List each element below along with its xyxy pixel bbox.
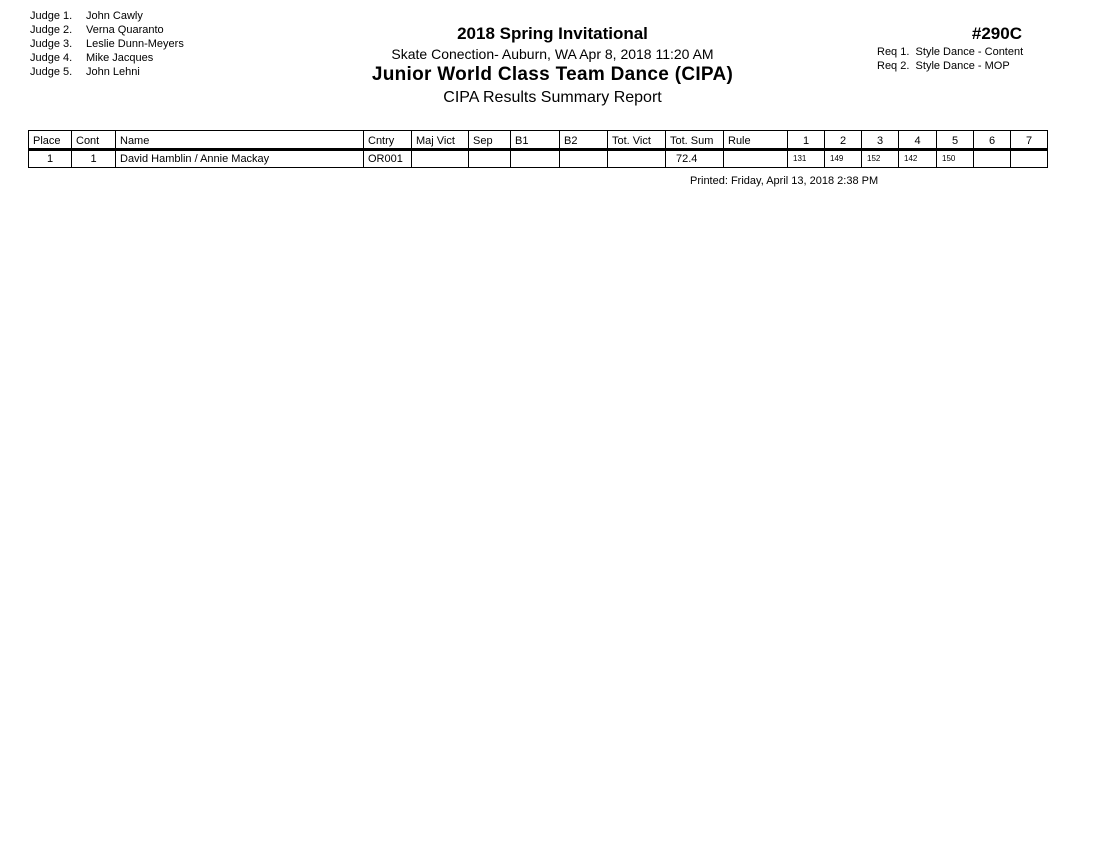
cell-name: David Hamblin / Annie Mackay (116, 150, 364, 168)
requirement-label: Req 1. (877, 46, 910, 58)
cell-b2 (560, 150, 608, 168)
cell-sep (469, 150, 511, 168)
cell-place: 1 (29, 150, 72, 168)
event-number: #290C (971, 24, 1022, 43)
col-header-name: Name (116, 131, 364, 150)
judge-name: Verna Quaranto (86, 24, 164, 36)
judge-name: Leslie Dunn-Meyers (86, 38, 184, 50)
col-header-maj-vict: Maj Vict (412, 131, 469, 150)
requirement-entry (877, 45, 1023, 59)
event-class-title: Junior World Class Team Dance (CIPA) (371, 64, 734, 85)
cell-judge-4-score: 142 (899, 150, 937, 168)
cell-judge-3-score: 152 (862, 150, 899, 168)
requirement-label: Req 2. (877, 60, 910, 72)
col-header-cntry: Cntry (364, 131, 412, 150)
col-header-b2: B2 (560, 131, 608, 150)
requirement-text: Style Dance - MOP (915, 60, 1010, 72)
venue-datetime: Skate Conection- Auburn, WA Apr 8, 2018 11:20 AM (391, 46, 714, 62)
cell-judge-5-score: 150 (937, 150, 974, 168)
cell-cont: 1 (72, 150, 116, 168)
judge-entry (30, 37, 184, 51)
col-header-sep: Sep (469, 131, 511, 150)
col-header-tot-sum: Tot. Sum (666, 131, 724, 150)
col-header-place: Place (29, 131, 72, 150)
judge-label: Judge 3. (30, 38, 73, 50)
cell-b1 (511, 150, 560, 168)
judge-entry (30, 65, 184, 79)
col-header-tot-vict: Tot. Vict (608, 131, 666, 150)
event-info (877, 23, 1023, 73)
cell-judge-6-score (974, 150, 1011, 168)
col-header-rule: Rule (724, 131, 788, 150)
report-name: CIPA Results Summary Report (443, 89, 662, 106)
judge-name: John Cawly (86, 10, 143, 22)
results-table (28, 130, 1048, 168)
col-header-judge-2: 2 (825, 131, 862, 150)
table-header-row (29, 131, 1048, 150)
judge-label: Judge 4. (30, 52, 73, 64)
cell-rule (724, 150, 788, 168)
cell-judge-2-score: 149 (825, 150, 862, 168)
cell-judge-7-score (1011, 150, 1048, 168)
col-header-judge-1: 1 (788, 131, 825, 150)
printed-timestamp: Printed: Friday, April 13, 2018 2:38 PM (690, 175, 879, 187)
table-row (29, 150, 1048, 168)
cell-maj-vict (412, 150, 469, 168)
competition-title: 2018 Spring Invitational (457, 24, 648, 43)
cell-tot-vict (608, 150, 666, 168)
col-header-judge-6: 6 (974, 131, 1011, 150)
judges-list (30, 9, 184, 79)
col-header-judge-5: 5 (937, 131, 974, 150)
judge-entry (30, 23, 184, 37)
requirement-entry (877, 59, 1023, 73)
col-header-judge-4: 4 (899, 131, 937, 150)
judge-entry (30, 9, 184, 23)
cell-judge-1-score: 131 (788, 150, 825, 168)
cell-tot-sum: 72.4 (666, 150, 724, 168)
report-header (300, 23, 805, 109)
judge-label: Judge 1. (30, 10, 73, 22)
judge-entry (30, 51, 184, 65)
judge-label: Judge 5. (30, 66, 73, 78)
judge-name: Mike Jacques (86, 52, 154, 64)
cell-cntry: OR001 (364, 150, 412, 168)
requirement-text: Style Dance - Content (915, 46, 1024, 58)
col-header-cont: Cont (72, 131, 116, 150)
col-header-b1: B1 (511, 131, 560, 150)
col-header-judge-7: 7 (1011, 131, 1048, 150)
requirements-list (877, 45, 1023, 73)
judge-label: Judge 2. (30, 24, 73, 36)
judge-name: John Lehni (86, 66, 140, 78)
col-header-judge-3: 3 (862, 131, 899, 150)
